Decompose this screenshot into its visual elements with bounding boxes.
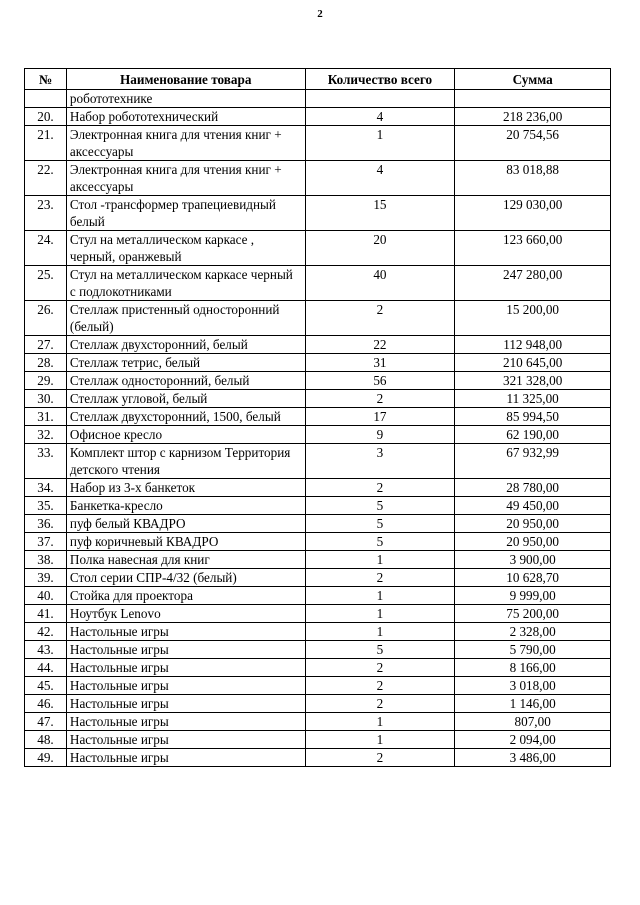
cell-item-name: робототехнике [66, 90, 305, 108]
cell-number: 32. [25, 426, 67, 444]
cell-quantity: 1 [305, 587, 455, 605]
table-row [25, 126, 611, 161]
cell-sum: 85 994,50 [455, 408, 611, 426]
table-row [25, 659, 611, 677]
cell-number: 20. [25, 108, 67, 126]
cell-item-name: Настольные игры [66, 695, 305, 713]
table-row [25, 479, 611, 497]
cell-sum: 20 950,00 [455, 533, 611, 551]
table-row [25, 390, 611, 408]
cell-item-name: Стул на металлическом каркасе черный с подлокотниками [66, 266, 305, 301]
cell-number: 29. [25, 372, 67, 390]
table-row [25, 641, 611, 659]
cell-number: 22. [25, 161, 67, 196]
cell-sum: 9 999,00 [455, 587, 611, 605]
cell-sum: 83 018,88 [455, 161, 611, 196]
cell-number: 33. [25, 444, 67, 479]
cell-quantity: 2 [305, 659, 455, 677]
cell-quantity: 2 [305, 677, 455, 695]
table-row [25, 231, 611, 266]
cell-quantity: 1 [305, 126, 455, 161]
table-row [25, 749, 611, 767]
cell-number: 42. [25, 623, 67, 641]
cell-quantity: 5 [305, 641, 455, 659]
cell-number: 36. [25, 515, 67, 533]
cell-sum [455, 90, 611, 108]
table-row [25, 161, 611, 196]
cell-quantity: 5 [305, 515, 455, 533]
page-number: 2 [317, 8, 323, 20]
cell-sum: 49 450,00 [455, 497, 611, 515]
table-row [25, 336, 611, 354]
cell-number: 34. [25, 479, 67, 497]
cell-quantity: 2 [305, 749, 455, 767]
cell-item-name: Электронная книга для чтения книг + аксессуары [66, 126, 305, 161]
cell-number: 23. [25, 196, 67, 231]
cell-item-name: Стеллаж двухсторонний, 1500, белый [66, 408, 305, 426]
cell-sum: 2 094,00 [455, 731, 611, 749]
table-row [25, 677, 611, 695]
cell-sum: 129 030,00 [455, 196, 611, 231]
cell-number: 35. [25, 497, 67, 515]
cell-item-name: Стеллаж односторонний, белый [66, 372, 305, 390]
table-row [25, 266, 611, 301]
cell-number: 43. [25, 641, 67, 659]
cell-quantity: 1 [305, 623, 455, 641]
table-row [25, 426, 611, 444]
cell-item-name: Банкетка-кресло [66, 497, 305, 515]
cell-sum: 62 190,00 [455, 426, 611, 444]
table-row [25, 372, 611, 390]
cell-sum: 20 754,56 [455, 126, 611, 161]
cell-item-name: Настольные игры [66, 749, 305, 767]
cell-quantity: 1 [305, 551, 455, 569]
table-row [25, 515, 611, 533]
cell-item-name: Стол -трансформер трапециевидный белый [66, 196, 305, 231]
cell-item-name: Настольные игры [66, 641, 305, 659]
table-row [25, 623, 611, 641]
cell-quantity: 5 [305, 497, 455, 515]
cell-number: 37. [25, 533, 67, 551]
cell-sum: 2 328,00 [455, 623, 611, 641]
table-row [25, 713, 611, 731]
table-row [25, 569, 611, 587]
table-row [25, 301, 611, 336]
table-row [25, 497, 611, 515]
header-sum: Сумма [455, 69, 611, 90]
cell-number: 49. [25, 749, 67, 767]
cell-item-name: Настольные игры [66, 623, 305, 641]
cell-number: 25. [25, 266, 67, 301]
cell-quantity: 4 [305, 108, 455, 126]
cell-number: 24. [25, 231, 67, 266]
cell-quantity: 40 [305, 266, 455, 301]
cell-item-name: Стол серии СПР-4/32 (белый) [66, 569, 305, 587]
cell-sum: 3 900,00 [455, 551, 611, 569]
cell-sum: 210 645,00 [455, 354, 611, 372]
cell-number: 30. [25, 390, 67, 408]
cell-number: 44. [25, 659, 67, 677]
cell-item-name: Стойка для проектора [66, 587, 305, 605]
cell-sum: 5 790,00 [455, 641, 611, 659]
cell-item-name: Набор из 3-х банкеток [66, 479, 305, 497]
cell-sum: 3 486,00 [455, 749, 611, 767]
cell-number: 26. [25, 301, 67, 336]
cell-item-name: Стул на металлическом каркасе , черный, оранжевый [66, 231, 305, 266]
cell-quantity: 31 [305, 354, 455, 372]
cell-sum: 15 200,00 [455, 301, 611, 336]
cell-quantity: 17 [305, 408, 455, 426]
table-row [25, 444, 611, 479]
cell-sum: 247 280,00 [455, 266, 611, 301]
cell-number: 40. [25, 587, 67, 605]
table-row [25, 533, 611, 551]
table-row-continuation [25, 90, 611, 108]
cell-sum: 20 950,00 [455, 515, 611, 533]
cell-sum: 8 166,00 [455, 659, 611, 677]
cell-quantity: 3 [305, 444, 455, 479]
cell-quantity: 2 [305, 695, 455, 713]
table-row [25, 108, 611, 126]
table-row [25, 354, 611, 372]
cell-item-name: Набор робототехнический [66, 108, 305, 126]
cell-number: 39. [25, 569, 67, 587]
cell-quantity: 2 [305, 479, 455, 497]
cell-item-name: Настольные игры [66, 713, 305, 731]
cell-item-name: Стеллаж пристенный односторонний (белый) [66, 301, 305, 336]
cell-number: 31. [25, 408, 67, 426]
cell-item-name: пуф коричневый КВАДРО [66, 533, 305, 551]
cell-quantity: 1 [305, 713, 455, 731]
cell-quantity: 9 [305, 426, 455, 444]
cell-item-name: Настольные игры [66, 677, 305, 695]
cell-sum: 3 018,00 [455, 677, 611, 695]
cell-quantity: 2 [305, 301, 455, 336]
cell-quantity: 15 [305, 196, 455, 231]
cell-number: 27. [25, 336, 67, 354]
cell-quantity: 22 [305, 336, 455, 354]
cell-quantity: 2 [305, 569, 455, 587]
cell-quantity: 4 [305, 161, 455, 196]
cell-quantity: 5 [305, 533, 455, 551]
cell-sum: 807,00 [455, 713, 611, 731]
cell-item-name: Комплект штор с карнизом Территория детского чтения [66, 444, 305, 479]
cell-sum: 75 200,00 [455, 605, 611, 623]
table-row [25, 731, 611, 749]
cell-quantity: 1 [305, 605, 455, 623]
cell-number: 47. [25, 713, 67, 731]
table-row [25, 551, 611, 569]
cell-quantity: 20 [305, 231, 455, 266]
cell-quantity: 2 [305, 390, 455, 408]
cell-number: 28. [25, 354, 67, 372]
table-header-row [25, 69, 611, 90]
cell-sum: 10 628,70 [455, 569, 611, 587]
cell-quantity: 56 [305, 372, 455, 390]
cell-sum: 11 325,00 [455, 390, 611, 408]
cell-item-name: Офисное кресло [66, 426, 305, 444]
cell-sum: 1 146,00 [455, 695, 611, 713]
cell-quantity [305, 90, 455, 108]
header-item-name: Наименование товара [66, 69, 305, 90]
cell-sum: 67 932,99 [455, 444, 611, 479]
cell-number: 46. [25, 695, 67, 713]
cell-item-name: Настольные игры [66, 731, 305, 749]
cell-number: 45. [25, 677, 67, 695]
cell-sum: 28 780,00 [455, 479, 611, 497]
cell-number: 48. [25, 731, 67, 749]
cell-item-name: пуф белый КВАДРО [66, 515, 305, 533]
cell-item-name: Стеллаж двухсторонний, белый [66, 336, 305, 354]
cell-item-name: Электронная книга для чтения книг + аксессуары [66, 161, 305, 196]
cell-number: 41. [25, 605, 67, 623]
header-number: № [25, 69, 67, 90]
table-row [25, 587, 611, 605]
header-quantity: Количество всего [305, 69, 455, 90]
goods-table [24, 68, 611, 767]
cell-sum: 123 660,00 [455, 231, 611, 266]
cell-item-name: Стеллаж угловой, белый [66, 390, 305, 408]
cell-item-name: Ноутбук Lenovo [66, 605, 305, 623]
cell-number: 21. [25, 126, 67, 161]
cell-number [25, 90, 67, 108]
table-row [25, 196, 611, 231]
cell-sum: 112 948,00 [455, 336, 611, 354]
cell-number: 38. [25, 551, 67, 569]
cell-item-name: Полка навесная для книг [66, 551, 305, 569]
cell-item-name: Настольные игры [66, 659, 305, 677]
table-row [25, 605, 611, 623]
table-row [25, 408, 611, 426]
cell-sum: 218 236,00 [455, 108, 611, 126]
cell-quantity: 1 [305, 731, 455, 749]
cell-item-name: Стеллаж тетрис, белый [66, 354, 305, 372]
table-row [25, 695, 611, 713]
cell-sum: 321 328,00 [455, 372, 611, 390]
